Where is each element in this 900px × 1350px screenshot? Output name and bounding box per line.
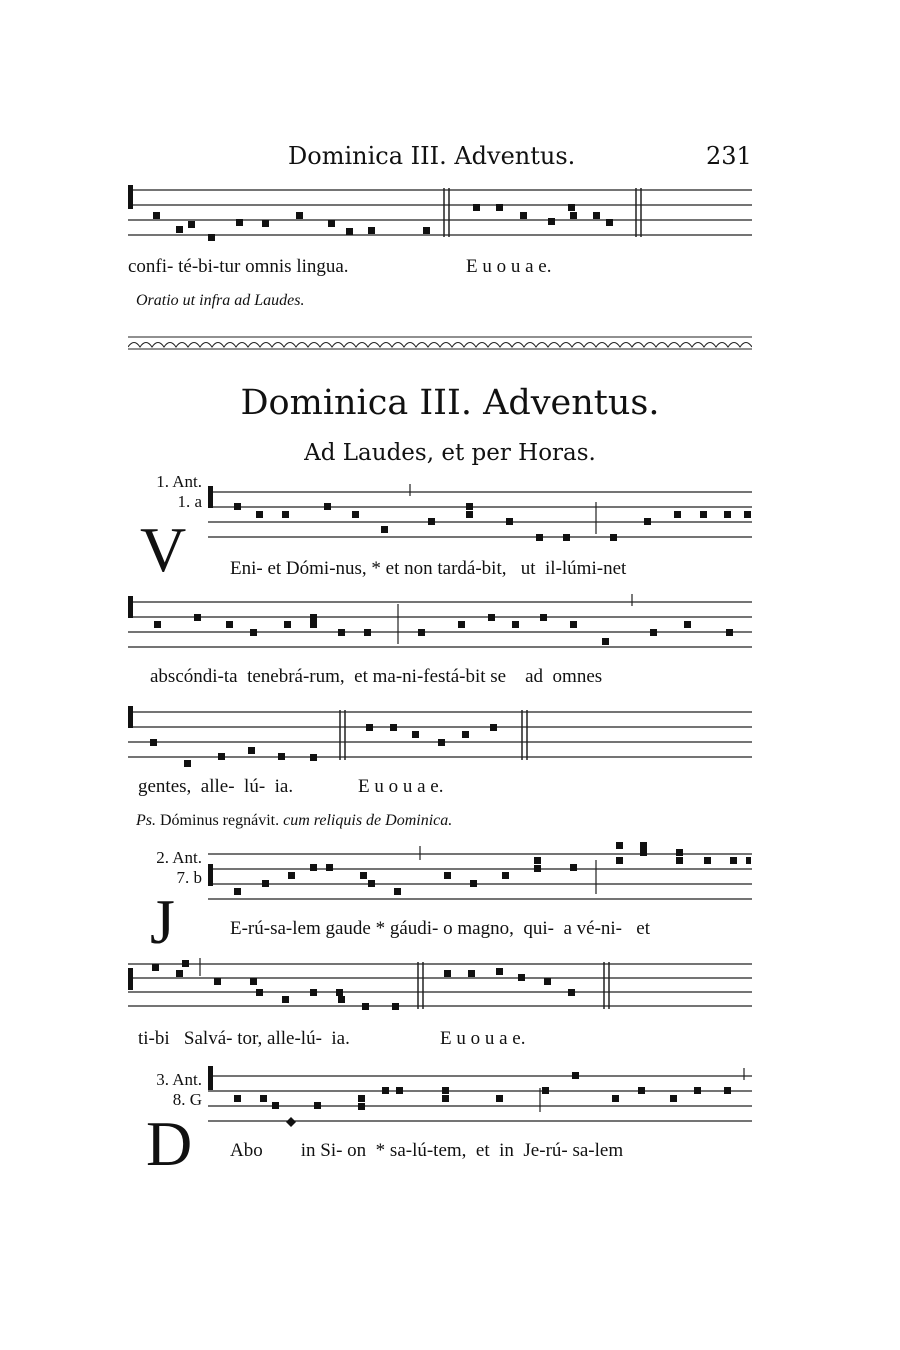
antiphon-3-label [120, 1070, 202, 1110]
antiphon-3-number: 3. Ant. [156, 1070, 202, 1089]
page-number: 231 [706, 142, 752, 170]
psalm-rubric: cum reliquis de Dominica. [283, 812, 453, 829]
antiphon-1-lyrics-1: Eni- et Dómi-nus, * et non tardá-bit, ut il-lúmi-net [230, 558, 627, 579]
staff-1-line-1 [208, 484, 752, 552]
top-rubric: Oratio ut infra ad Laudes. [136, 292, 305, 309]
antiphon-1-euouae: E u o u a e. [358, 776, 444, 797]
antiphon-2-initial: J [150, 886, 175, 957]
antiphon-3-initial: D [146, 1108, 193, 1179]
psalm-incipit [136, 812, 452, 830]
staff-2-line-1 [208, 836, 752, 908]
running-head [0, 142, 900, 172]
ornamental-rule [128, 334, 752, 352]
antiphon-3-lyrics-1: Abo in Si- on * sa-lú-tem, et in Je-rú- sa-lem [230, 1140, 624, 1161]
running-title: Dominica III. Adventus. [288, 142, 576, 170]
office-subtitle: Ad Laudes, et per Horas. [304, 440, 596, 466]
antiphon-3-mode: 8. G [172, 1090, 202, 1109]
antiphon-2-lyrics-1: E-rú-sa-lem gaude * gáudi- o magno, qui- a vé-ni- et [230, 918, 650, 939]
staff-2-line-2 [128, 956, 752, 1018]
antiphon-2-label [120, 848, 202, 888]
staff-3-line-1 [208, 1062, 752, 1134]
staff-1-line-3 [128, 702, 752, 772]
antiphon-2-euouae: E u o u a e. [440, 1028, 526, 1049]
top-lyrics: confi- té-bi-tur omnis lingua. [128, 256, 349, 277]
antiphon-1-lyrics-2: abscóndi-ta tenebrá-rum, et ma-ni-festá-bit se ad omnes [150, 666, 603, 687]
staff-top [128, 176, 752, 252]
antiphon-1-number: 1. Ant. [156, 472, 202, 491]
office-title: Dominica III. Adventus. [240, 383, 660, 423]
antiphon-2-mode: 7. b [176, 868, 202, 887]
antiphon-1-mode: 1. a [177, 492, 202, 511]
antiphon-1-initial: V [140, 514, 187, 585]
staff-1-line-2 [128, 592, 752, 660]
antiphon-2-number: 2. Ant. [156, 848, 202, 867]
top-euouae: E u o u a e. [466, 256, 552, 277]
psalm-incipit-text: Dóminus regnávit. [160, 812, 280, 829]
antiphon-1-label [120, 472, 202, 512]
psalm-prefix: Ps. [136, 812, 156, 829]
antiphon-2-lyrics-2: ti-bi Salvá- tor, alle-lú- ia. [138, 1028, 350, 1049]
antiphon-1-lyrics-3: gentes, alle- lú- ia. [138, 776, 294, 797]
